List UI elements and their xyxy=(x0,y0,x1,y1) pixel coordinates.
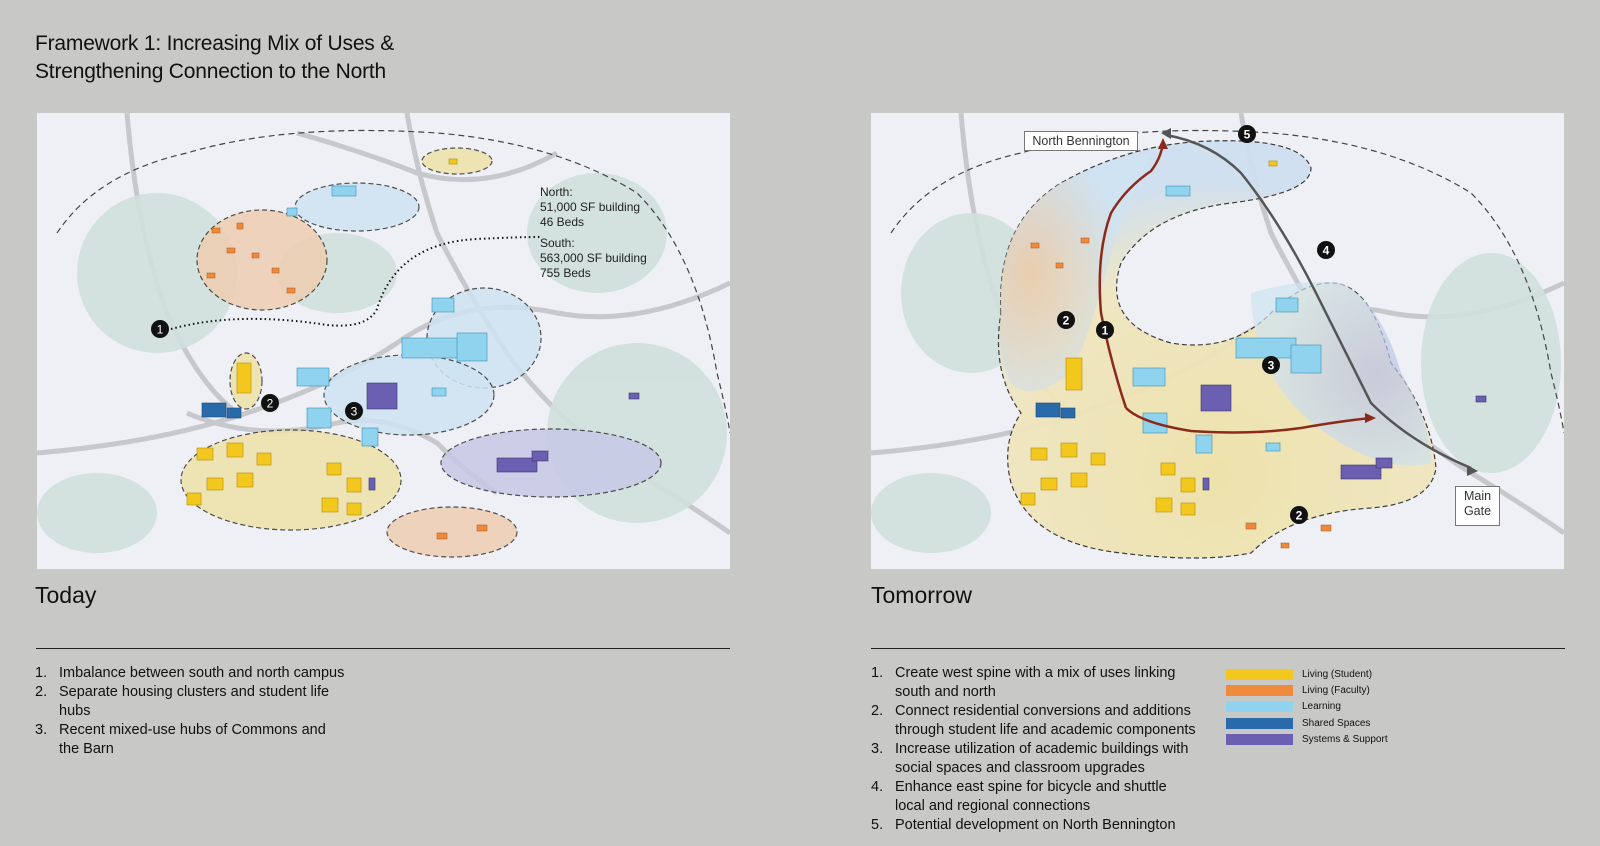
today-annotation xyxy=(540,185,647,281)
list-item-number: 4. xyxy=(871,779,884,795)
legend xyxy=(1226,666,1388,747)
today-divider xyxy=(36,648,730,649)
list-item xyxy=(35,664,345,683)
list-item xyxy=(871,778,1199,816)
legend-label: Living (Faculty) xyxy=(1302,684,1370,696)
tomorrow-marker-1 xyxy=(1096,321,1114,339)
tomorrow-list xyxy=(871,664,1199,835)
main-gate-label-line-1: Main xyxy=(1463,489,1492,503)
legend-item xyxy=(1226,682,1388,698)
legend-swatch xyxy=(1226,701,1293,712)
list-item-text: Recent mixed-use hubs of Commons and the Barn xyxy=(59,722,326,757)
legend-swatch xyxy=(1226,734,1293,745)
list-item xyxy=(35,683,345,721)
list-item-number: 1. xyxy=(35,665,48,681)
annotation-north-beds: 46 Beds xyxy=(540,215,585,229)
list-item-text: Enhance east spine for bicycle and shuttle local and regional connections xyxy=(895,779,1167,814)
list-item-number: 5. xyxy=(871,817,884,833)
today-marker-3 xyxy=(345,402,363,420)
tomorrow-divider xyxy=(871,648,1565,649)
list-item-number: 2. xyxy=(35,684,48,700)
tomorrow-heading: Tomorrow xyxy=(871,582,972,608)
tomorrow-marker-2a xyxy=(1057,311,1075,329)
tomorrow-marker-2b xyxy=(1290,506,1308,524)
legend-label: Shared Spaces xyxy=(1302,717,1371,729)
list-item-number: 3. xyxy=(871,741,884,757)
list-item-text: Create west spine with a mix of uses linking south and north xyxy=(895,665,1176,700)
today-map xyxy=(37,113,730,569)
tomorrow-marker-3 xyxy=(1262,356,1280,374)
legend-item xyxy=(1226,715,1388,731)
annotation-north-label: North: xyxy=(540,185,573,199)
legend-swatch xyxy=(1226,669,1293,680)
tomorrow-marker-4 xyxy=(1317,241,1335,259)
main-gate-label-line-2: Gate xyxy=(1463,504,1492,518)
list-item xyxy=(871,740,1199,778)
svg-text:4: 4 xyxy=(1322,243,1330,258)
main-gate-label xyxy=(1455,486,1500,526)
legend-item xyxy=(1226,666,1388,682)
today-list xyxy=(35,664,345,759)
tomorrow-marker-5 xyxy=(1238,125,1256,143)
legend-label: Learning xyxy=(1302,701,1341,713)
today-heading: Today xyxy=(35,582,97,608)
legend-item xyxy=(1226,699,1388,715)
tomorrow-map xyxy=(871,113,1564,569)
title-line-2: Strengthening Connection to the North xyxy=(35,60,387,83)
today-map-drawing xyxy=(37,113,730,569)
annotation-south-area: 563,000 SF building xyxy=(540,251,647,265)
svg-text:2: 2 xyxy=(266,396,274,411)
svg-text:1: 1 xyxy=(156,322,164,337)
legend-item xyxy=(1226,731,1388,747)
page-title xyxy=(35,30,394,86)
legend-swatch xyxy=(1226,685,1293,696)
svg-text:3: 3 xyxy=(1267,358,1275,373)
today-marker-2 xyxy=(261,394,279,412)
annotation-south-label: South: xyxy=(540,236,575,250)
legend-label: Systems & Support xyxy=(1302,733,1388,745)
annotation-north-area: 51,000 SF building xyxy=(540,200,641,214)
list-item xyxy=(871,702,1199,740)
list-item-text: Separate housing clusters and student life hubs xyxy=(59,684,330,719)
list-item-text: Connect residential conversions and additions through student life and academic components xyxy=(895,703,1196,738)
list-item-number: 1. xyxy=(871,665,884,681)
list-item-number: 2. xyxy=(871,703,884,719)
list-item xyxy=(35,721,345,759)
list-item-text: Potential development on North Bennington xyxy=(895,817,1176,833)
svg-text:2: 2 xyxy=(1062,313,1070,328)
legend-label: Living (Student) xyxy=(1302,668,1373,680)
list-item xyxy=(871,816,1199,835)
list-item xyxy=(871,664,1199,702)
svg-text:5: 5 xyxy=(1243,127,1251,142)
list-item-number: 3. xyxy=(35,722,48,738)
north-bennington-label: North Bennington xyxy=(1024,131,1138,151)
legend-swatch xyxy=(1226,718,1293,729)
annotation-south-beds: 755 Beds xyxy=(540,266,591,280)
title-line-1: Framework 1: Increasing Mix of Uses & xyxy=(35,32,395,55)
svg-text:3: 3 xyxy=(350,404,358,419)
list-item-text: Increase utilization of academic buildings with social spaces and classroom upgrades xyxy=(895,741,1189,776)
today-marker-1 xyxy=(151,320,169,338)
list-item-text: Imbalance between south and north campus xyxy=(59,665,345,681)
svg-text:1: 1 xyxy=(1101,323,1109,338)
svg-text:2: 2 xyxy=(1295,508,1303,523)
